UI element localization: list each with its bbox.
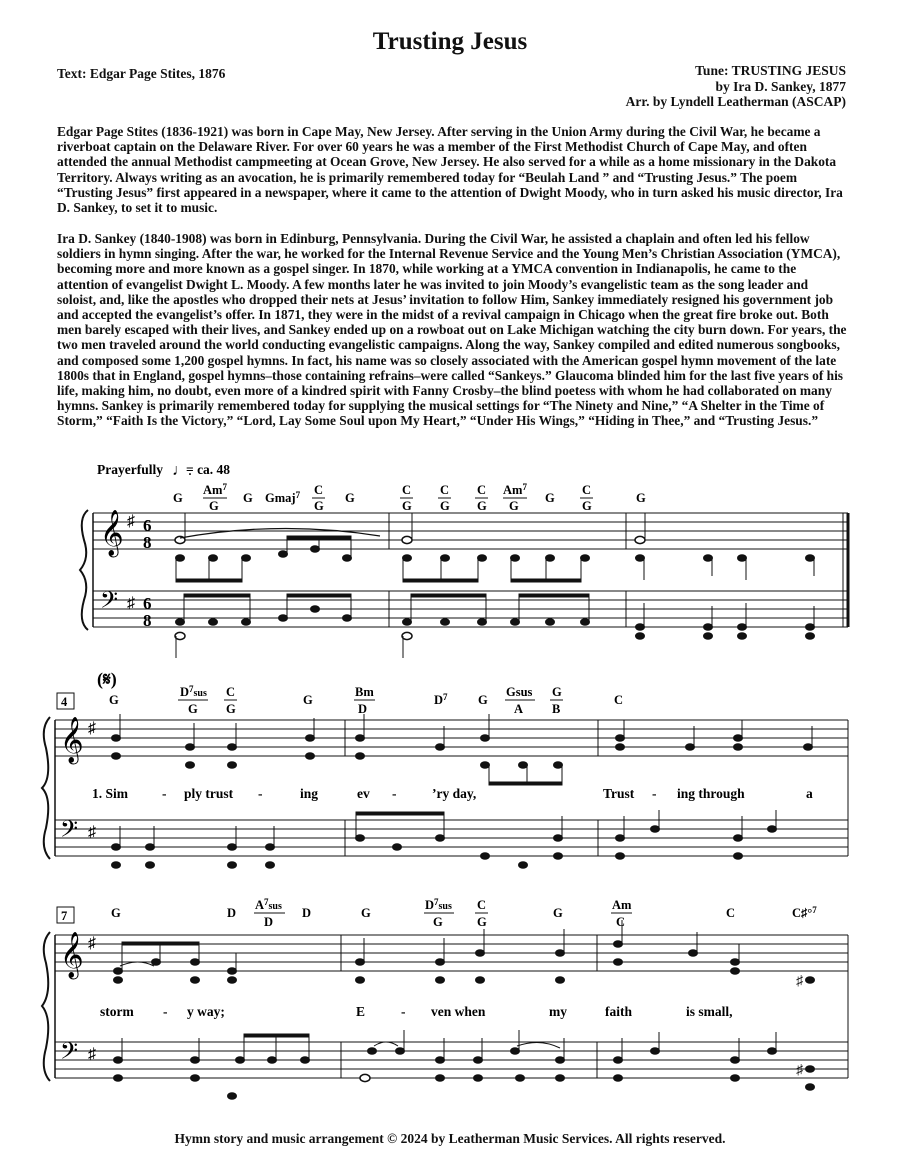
svg-text:C: C: [614, 693, 624, 707]
svg-text:G: G: [433, 915, 443, 929]
svg-text:’ry day,: ’ry day,: [432, 786, 477, 801]
system-1: [80, 482, 848, 658]
svg-text:A7sus: $A^7_{sus}$: [255, 897, 282, 912]
svg-text:B: B: [552, 702, 561, 716]
svg-text:G: G: [545, 491, 555, 505]
system-3: [42, 897, 848, 1099]
svg-text:faith: faith: [605, 1004, 632, 1019]
svg-text:A: A: [514, 702, 524, 716]
lyrics: [100, 1004, 733, 1019]
svg-text:ev: ev: [357, 786, 370, 801]
svg-text:G: G: [440, 499, 450, 513]
svg-text:Bm: Bm: [355, 685, 374, 699]
svg-text:C: C: [582, 483, 592, 497]
svg-text:D: D: [264, 915, 274, 929]
svg-text:G: G: [226, 702, 236, 716]
tempo-note-icon: ♩.: [172, 462, 192, 479]
chord-symbols: [109, 684, 623, 716]
composer-credit: by Ira D. Sankey, 1877: [715, 78, 846, 94]
svg-text:Am7: Am$^7$: [203, 482, 227, 497]
treble-clef-icon: 𝄞: [60, 932, 84, 977]
svg-text:G: G: [345, 491, 355, 505]
svg-text:G: G: [552, 685, 562, 699]
svg-text:D: D: [358, 702, 368, 716]
key-sharp-icon: ♯: [127, 513, 135, 530]
svg-text:G: G: [173, 491, 183, 505]
svg-text:G: G: [361, 906, 371, 920]
svg-text:ven when: ven when: [431, 1004, 486, 1019]
svg-text:G: G: [109, 693, 119, 707]
svg-text:D7sus: $D^7_{sus}$: [180, 684, 207, 699]
svg-text:G: G: [303, 693, 313, 707]
svg-text:G: G: [553, 906, 563, 920]
measure-number: 4: [61, 695, 68, 709]
bass-clef-icon: 𝄢: [60, 1039, 79, 1070]
svg-text:C: C: [402, 483, 412, 497]
text-credit: Text: Edgar Page Stites, 1876: [57, 66, 226, 81]
svg-text:G: G: [636, 491, 646, 505]
treble-clef-icon: 𝄞: [60, 717, 84, 762]
treble-clef-icon: 𝄞: [100, 510, 124, 555]
svg-text:ing through: ing through: [677, 786, 745, 801]
svg-text:♯: ♯: [88, 720, 96, 737]
svg-text:Gsus: Gsus: [506, 685, 533, 699]
page-title: Trusting Jesus: [372, 28, 528, 55]
system-2: [42, 669, 848, 868]
svg-text:C: C: [616, 915, 626, 929]
svg-text:G: G: [582, 499, 592, 513]
svg-text:G: G: [477, 915, 487, 929]
svg-text:Am: Am: [612, 898, 632, 912]
svg-text:G: G: [243, 491, 253, 505]
svg-text:D7: $D^7$: [434, 692, 448, 707]
bass-clef-icon: 𝄢: [60, 817, 79, 848]
svg-text:-: -: [392, 786, 397, 801]
svg-text:C: C: [477, 483, 487, 497]
svg-text:C♯°7: C♯°$^7$: [792, 905, 817, 920]
arranger-credit: Arr. by Lyndell Leatherman (ASCAP): [625, 94, 846, 109]
notes: [175, 513, 815, 658]
segno-icon: (𝄋): [97, 669, 117, 689]
bass-clef-icon: 𝄢: [100, 588, 119, 619]
svg-text:G: G: [314, 499, 324, 513]
chord-symbols: [173, 482, 646, 513]
svg-text:ing: ing: [300, 786, 319, 801]
svg-text:♯: ♯: [88, 1046, 96, 1063]
copyright-footer: Hymn story and music arrangement © 2024 by Leatherman Music Services. All rights reserved.: [174, 1131, 726, 1146]
story-paragraph-sankey: Ira D. Sankey (1840-1908) was born in Edinburg, Pennsylvania. During the Civil War, he assisted a chaplain and often led his fellow soldiers in hymn singing. After the war, he worked for the Internal Revenue Service and the Young Men’s Christian Association (YMCA), becoming more and more known as a gospel singer. In 1870, while working at a YMCA convention in Indianapolis, he came to the attention of evangelist Dwight L. Moody. A few months later he was invited to join Moody’s evangelistic team as the song leader and soloist, and, like the apostles who dropped their nets at Jesus’ invitation to follow Him, Sankey immediately resigned his government job and accepted the evangelist’s offer. In 1871, they were in the midst of a revival campaign in Chicago when the great fire broke out. Both men barely escaped with their lives, and Sankey ended up on a rowboat out on Lake Michigan watching the city burn down. For years, the two men traveled around the world conducting evangelistic campaigns. Along the way, Sankey compiled and edited numerous songbooks, and composed some 1,200 gospel hymns. In fact, his name was so closely associated with the American gospel hymn movement of the late 1800s that in England, gospel hymns–those containing refrains–were called “Sankeys.” Glaucoma blinded him for the last five years of his life, making him, no doubt, even more of a kindred spirit with Fanny Crosby–the blind poetess with whom he had collaborated on many hymns. Sankey is primarily remembered today for supplying the musical settings for “The Ninety and Nine,” “A Shelter in the Time of Storm,” “Faith Is the Victory,” “Lord, Lay Some Soul upon My Heart,” “Under His Wings,” “Hiding in Thee,” and “Trusting Jesus.”: [57, 231, 847, 429]
svg-text:6: 6: [143, 594, 152, 613]
svg-text:G: G: [188, 702, 198, 716]
time-signature: 6: [143, 516, 152, 535]
svg-text:C: C: [477, 898, 487, 912]
svg-text:D: D: [227, 906, 237, 920]
tempo-value: = ca. 48: [186, 462, 231, 477]
svg-text:G: G: [209, 499, 219, 513]
tune-credit: Tune: TRUSTING JESUS: [695, 63, 846, 78]
svg-text:-: -: [258, 786, 263, 801]
story-paragraph-stites: Edgar Page Stites (1836-1921) was born in Cape May, New Jersey. After serving in the Union Army during the Civil War, he became a riverboat captain on the Delaware River. For over 60 years he was a member of the First Methodist Church of Cape May, and often attended the annual Methodist campmeeting at Ocean Grove, New Jersey. He also served for a while as a home missionary in the Dakota Territory. Always writing as an avocation, he is primarily remembered today for “Beulah Land ” and “Trusting Jesus.” The poem “Trusting Jesus” first appeared in a newspaper, where it came to the attention of Dwight Moody, who in turn asked his music director, Ira D. Sankey, to set it to music.: [57, 124, 843, 216]
svg-text:G: G: [402, 499, 412, 513]
svg-text:G: G: [477, 499, 487, 513]
svg-text:C: C: [226, 685, 236, 699]
chord-symbols: [111, 897, 817, 929]
svg-text:storm: storm: [100, 1004, 134, 1019]
svg-text:C: C: [726, 906, 736, 920]
svg-text:G: G: [509, 499, 519, 513]
measure-number: 7: [61, 909, 68, 923]
svg-text:a: a: [806, 786, 813, 801]
svg-text:D7sus: $D^7_{sus}$: [425, 897, 452, 912]
svg-text:♯: ♯: [88, 824, 96, 841]
svg-text:-: -: [163, 1004, 168, 1019]
svg-text:is small,: is small,: [686, 1004, 733, 1019]
svg-text:♯: ♯: [796, 1063, 803, 1078]
svg-text:G: G: [111, 906, 121, 920]
music-score: [0, 458, 900, 1118]
svg-text:C: C: [440, 483, 450, 497]
svg-text:ply trust: ply trust: [184, 786, 234, 801]
lyrics: [92, 786, 813, 801]
svg-text:G: G: [478, 693, 488, 707]
svg-text:Gmaj7: Gmaj$^7$: [265, 490, 301, 505]
svg-text:♯: ♯: [88, 935, 96, 952]
svg-text:8: 8: [143, 611, 152, 630]
svg-text:C: C: [314, 483, 324, 497]
svg-text:-: -: [401, 1004, 406, 1019]
svg-text:Trust: Trust: [603, 786, 635, 801]
svg-text:-: -: [652, 786, 657, 801]
svg-text:y way;: y way;: [187, 1004, 225, 1019]
svg-text:1. Sim: 1. Sim: [92, 786, 129, 801]
svg-text:E: E: [356, 1004, 366, 1019]
svg-text:8: 8: [143, 533, 152, 552]
svg-text:Am7: Am$^7$: [503, 482, 527, 497]
svg-text:my: my: [549, 1004, 567, 1019]
svg-text:-: -: [162, 786, 167, 801]
svg-text:D: D: [302, 906, 312, 920]
tune-credits: [626, 63, 846, 110]
svg-text:♯: ♯: [796, 974, 803, 989]
key-sharp-icon: ♯: [127, 595, 135, 612]
tempo-word: Prayerfully: [97, 462, 163, 477]
